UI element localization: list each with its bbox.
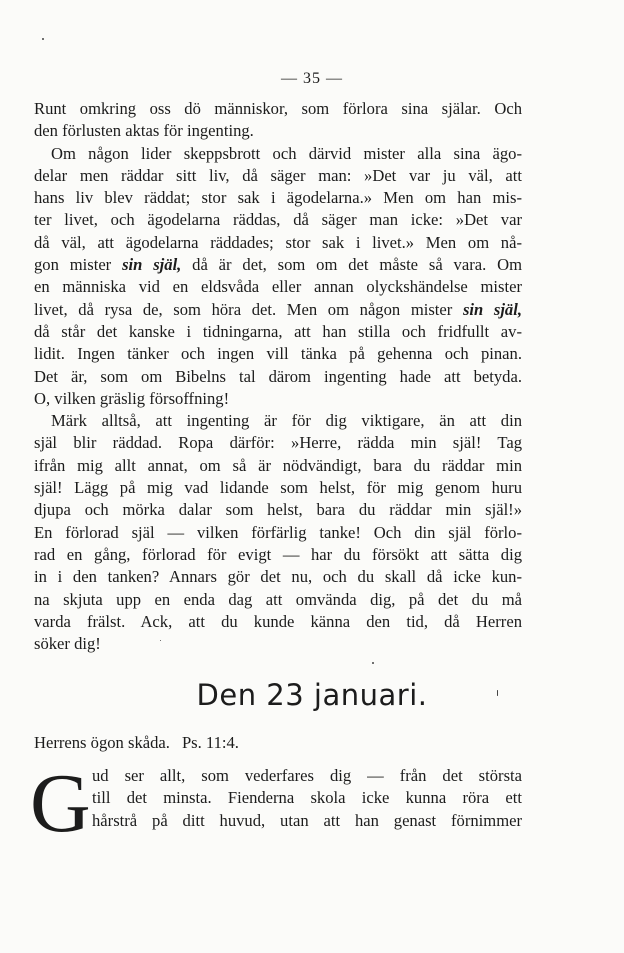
final-paragraph bbox=[92, 765, 522, 832]
text-line: delar men räddar sitt liv, då säger man: »Det var ju väl, att bbox=[34, 165, 522, 185]
text-line: Om någon lider skeppsbrott och därvid mister alla sina ägo- bbox=[51, 143, 522, 163]
text-line: hårstrå på ditt huvud, utan att han genast förnimmer bbox=[92, 810, 522, 830]
text-segment: då är det, som om det måste så vara. Om bbox=[181, 255, 522, 275]
text-line: rad en gång, förlorad för evigt — har du försökt att sätta dig bbox=[34, 544, 522, 564]
text-line: En förlorad själ — vilken förfärlig tanke! Och din själ förlo- bbox=[34, 522, 522, 542]
text-line: Det är, som om Bibelns tal därom ingenting hade att betyda. bbox=[34, 366, 522, 386]
emphasis-text: sin själ, bbox=[462, 299, 522, 319]
text-line: den förlusten aktas för ingenting. bbox=[34, 121, 254, 141]
print-speck bbox=[160, 640, 161, 641]
emphasis-text: sin själ, bbox=[122, 255, 182, 275]
subheading-title: Herrens ögon skåda. bbox=[34, 733, 170, 752]
text-line: då står det kanske i tidningarna, att han stilla och fridfullt av- bbox=[34, 321, 522, 341]
text-line: na skjuta upp en enda dag att omvända dig, på det du må bbox=[34, 589, 522, 609]
date-heading: Den 23 januari. bbox=[196, 678, 428, 712]
text-line: till det minsta. Fienderna skola icke kunna röra ett bbox=[92, 788, 522, 808]
text-line: in i den tanken? Annars gör det nu, och du skall då icke kun- bbox=[34, 567, 522, 587]
text-line: hans liv blev räddat; stor sak i ägodelarna.» Men om han mis- bbox=[34, 188, 522, 208]
print-speck bbox=[42, 38, 44, 40]
text-line: en människa vid en eldsvåda eller annan olyckshändelse mister bbox=[34, 277, 522, 297]
scripture-reference: Ps. 11:4. bbox=[181, 733, 239, 752]
page-number: — 35 — bbox=[281, 70, 343, 87]
text-line: söker dig! bbox=[34, 634, 101, 654]
text-segment: livet, då rysa de, som höra det. Men om någon mister bbox=[34, 299, 463, 319]
text-line: då väl, att ägodelarna räddades; stor sak i livet.» Men om nå- bbox=[34, 232, 522, 252]
print-speck bbox=[372, 662, 374, 664]
text-line: själ! Lägg på mig vad lidande som helst, för mig genom huru bbox=[34, 478, 522, 498]
text-line: varda frälst. Ack, att du kunde känna den tid, då Herren bbox=[34, 611, 522, 631]
text-line bbox=[34, 299, 522, 321]
text-line bbox=[34, 254, 522, 276]
text-line: ifrån mig allt annat, om så är nödvändigt, bara du räddar min bbox=[34, 455, 522, 475]
text-line: Runt omkring oss dö människor, som förlora sina själar. Och bbox=[34, 99, 522, 118]
text-line: djupa och mörka dalar som helst, bara du räddar min själ!» bbox=[34, 500, 522, 520]
text-segment: gon mister bbox=[34, 255, 123, 275]
text-line: ud ser allt, som vederfares dig — från det största bbox=[92, 766, 522, 785]
text-line: själ blir räddad. Ropa därför: »Herre, rädda min själ! Tag bbox=[34, 433, 522, 453]
text-line: ter livet, och ägodelarna räddas, då säger man icke: »Det var bbox=[34, 210, 522, 230]
text-line: O, vilken gräslig försoffning! bbox=[34, 388, 230, 408]
scripture-subheading bbox=[34, 733, 239, 753]
text-line: lidit. Ingen tänker och ingen vill tänka på gehenna och pinan. bbox=[34, 344, 522, 364]
print-speck bbox=[497, 690, 498, 696]
body-text bbox=[34, 98, 522, 655]
text-line: Märk alltså, att ingenting är för dig viktigare, än att din bbox=[51, 411, 522, 431]
drop-cap: G bbox=[30, 757, 91, 850]
